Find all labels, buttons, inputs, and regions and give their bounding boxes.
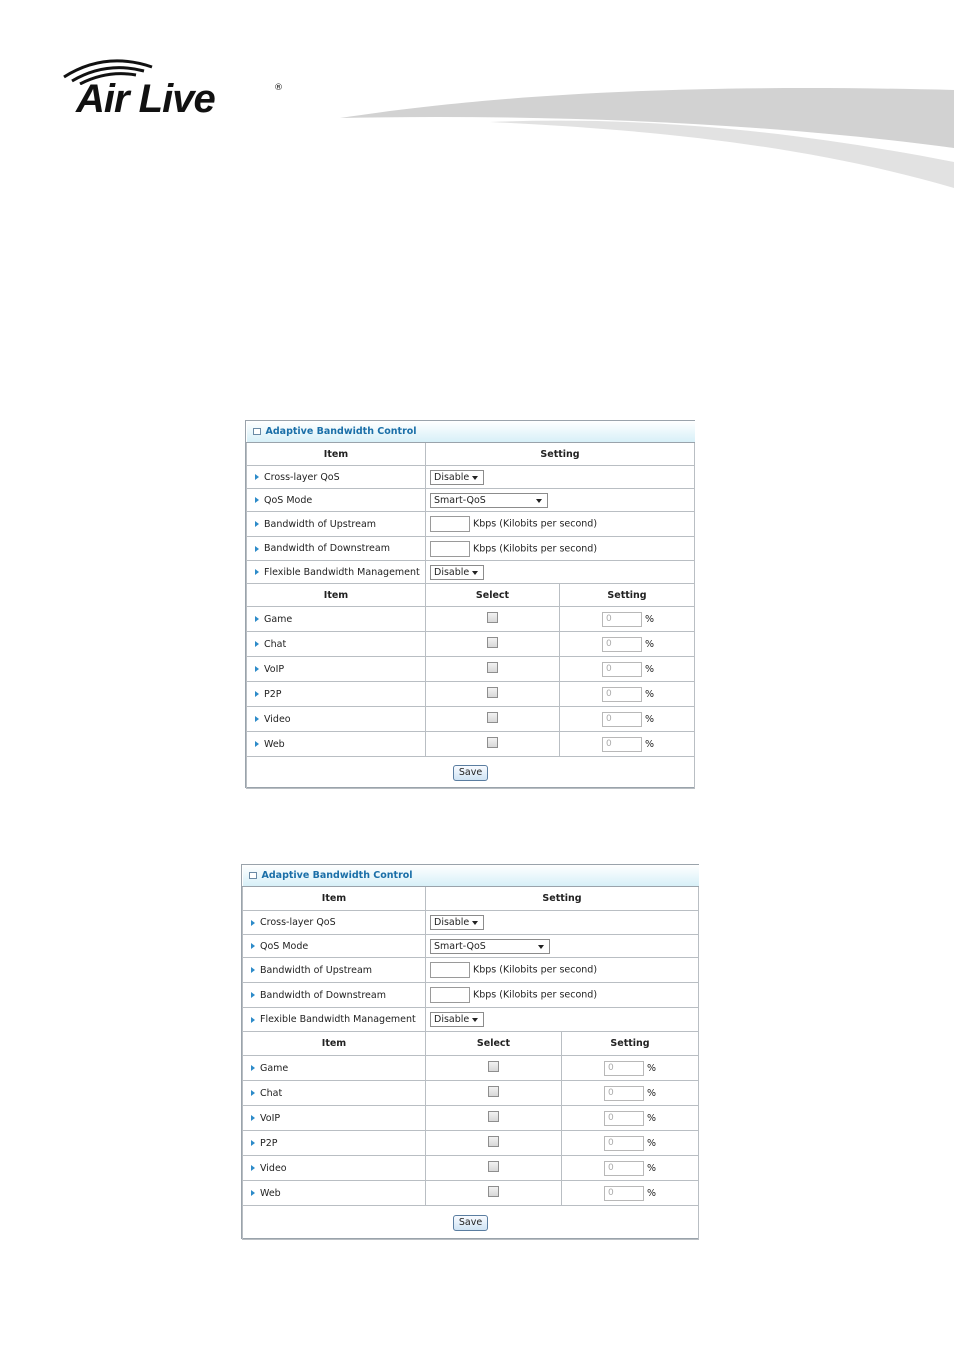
bullet-arrow-icon (251, 1065, 255, 1071)
app-label: VoIP (264, 663, 285, 675)
voip-checkbox[interactable] (488, 1111, 499, 1122)
save-button[interactable]: Save (453, 765, 488, 781)
p2p-percent-input[interactable]: 0 (602, 687, 642, 702)
save-button[interactable]: Save (453, 1215, 488, 1231)
app-row-video: Video 0 % (243, 1156, 699, 1181)
bullet-arrow-icon (255, 497, 259, 503)
bullet-arrow-icon (251, 1017, 255, 1023)
p2p-checkbox[interactable] (488, 1136, 499, 1147)
qos-mode-label: QoS Mode (243, 935, 426, 958)
downstream-input[interactable] (430, 541, 470, 557)
header-setting: Setting (426, 443, 695, 466)
chevron-down-icon (538, 945, 544, 949)
app-label: P2P (264, 688, 282, 700)
video-percent-input[interactable]: 0 (604, 1161, 644, 1176)
qos-mode-label: QoS Mode (247, 489, 426, 512)
downstream-label: Bandwidth of Downstream (243, 983, 426, 1008)
bullet-arrow-icon (255, 716, 259, 722)
header-item: Item (247, 443, 426, 466)
video-checkbox[interactable] (488, 1161, 499, 1172)
chevron-down-icon (472, 571, 478, 575)
web-checkbox[interactable] (487, 737, 498, 748)
upstream-label: Bandwidth of Upstream (247, 512, 426, 537)
upstream-input[interactable] (430, 516, 470, 532)
app-row-chat: Chat 0 % (247, 632, 695, 657)
app-row-web: Web 0 % (243, 1181, 699, 1206)
header-swoosh (340, 70, 954, 200)
panel-title: Adaptive Bandwidth Control (243, 865, 699, 887)
cross-layer-qos-label: Cross-layer QoS (243, 911, 426, 935)
chat-checkbox[interactable] (488, 1086, 499, 1097)
bullet-arrow-icon (251, 967, 255, 973)
web-checkbox[interactable] (488, 1186, 499, 1197)
bullet-arrow-icon (255, 546, 259, 552)
subheader-item: Item (247, 584, 426, 607)
chevron-down-icon (536, 499, 542, 503)
bullet-arrow-icon (255, 521, 259, 527)
qos-mode-select[interactable]: Smart-QoS (430, 939, 550, 954)
subheader-select: Select (426, 584, 560, 607)
app-row-voip: VoIP 0 % (243, 1106, 699, 1131)
cross-layer-qos-select[interactable]: Disable (430, 470, 484, 485)
subheader-select: Select (426, 1032, 562, 1056)
bullet-arrow-icon (255, 641, 259, 647)
app-row-video: Video 0 % (247, 707, 695, 732)
panel-title-icon (249, 872, 257, 879)
voip-percent-input[interactable]: 0 (602, 662, 642, 677)
chat-checkbox[interactable] (487, 637, 498, 648)
cross-layer-qos-label: Cross-layer QoS (247, 466, 426, 489)
app-row-game: Game 0 % (247, 607, 695, 632)
airlive-logo (60, 55, 290, 125)
bullet-arrow-icon (251, 943, 255, 949)
upstream-unit: Kbps (Kilobits per second) (473, 964, 598, 976)
app-row-chat: Chat 0 % (243, 1081, 699, 1106)
bullet-arrow-icon (251, 1140, 255, 1146)
subheader-setting: Setting (562, 1032, 699, 1056)
app-label: Chat (264, 638, 287, 650)
header-setting: Setting (426, 887, 699, 911)
bullet-arrow-icon (251, 992, 255, 998)
web-percent-input[interactable]: 0 (604, 1186, 644, 1201)
bullet-arrow-icon (255, 666, 259, 672)
flexible-bandwidth-select[interactable]: Disable (430, 565, 484, 580)
bullet-arrow-icon (255, 569, 259, 575)
bullet-arrow-icon (251, 1165, 255, 1171)
subheader-setting: Setting (560, 584, 695, 607)
game-percent-input[interactable]: 0 (604, 1061, 644, 1076)
app-label: P2P (260, 1137, 278, 1149)
bullet-arrow-icon (255, 616, 259, 622)
app-label: Game (260, 1062, 289, 1074)
downstream-unit: Kbps (Kilobits per second) (473, 543, 598, 554)
flexible-bandwidth-select[interactable]: Disable (430, 1012, 484, 1027)
video-percent-input[interactable]: 0 (602, 712, 642, 727)
game-checkbox[interactable] (487, 612, 498, 623)
chat-percent-input[interactable]: 0 (602, 637, 642, 652)
qos-mode-select[interactable]: Smart-QoS (430, 493, 548, 508)
bullet-arrow-icon (251, 1115, 255, 1121)
downstream-input[interactable] (430, 987, 470, 1003)
upstream-label: Bandwidth of Upstream (243, 958, 426, 983)
registered-mark: ® (274, 83, 283, 93)
app-label: Chat (260, 1087, 283, 1099)
adaptive-bandwidth-panel-1 (245, 420, 695, 788)
app-label: Video (260, 1162, 287, 1174)
chat-percent-input[interactable]: 0 (604, 1086, 644, 1101)
app-row-p2p: P2P 0 % (243, 1131, 699, 1156)
bullet-arrow-icon (251, 1090, 255, 1096)
subheader-item: Item (243, 1032, 426, 1056)
chevron-down-icon (472, 1018, 478, 1022)
bullet-arrow-icon (255, 474, 259, 480)
app-row-p2p: P2P 0 % (247, 682, 695, 707)
header-item: Item (243, 887, 426, 911)
game-percent-input[interactable]: 0 (602, 612, 642, 627)
brand-name: Air Live (76, 77, 215, 121)
app-label: Game (264, 613, 293, 625)
flexible-bandwidth-label: Flexible Bandwidth Management (243, 1008, 426, 1032)
panel-title: Adaptive Bandwidth Control (247, 421, 695, 443)
app-label: Web (264, 738, 285, 750)
cross-layer-qos-select[interactable]: Disable (430, 915, 484, 930)
app-label: Web (260, 1187, 281, 1199)
video-checkbox[interactable] (487, 712, 498, 723)
upstream-unit: Kbps (Kilobits per second) (473, 518, 598, 530)
chevron-down-icon (472, 476, 478, 480)
adaptive-bandwidth-panel-2 (241, 864, 699, 1239)
bullet-arrow-icon (255, 691, 259, 697)
app-row-web: Web 0 % (247, 732, 695, 757)
game-checkbox[interactable] (488, 1061, 499, 1072)
p2p-percent-input[interactable]: 0 (604, 1136, 644, 1151)
downstream-unit: Kbps (Kilobits per second) (473, 989, 598, 1001)
chevron-down-icon (472, 921, 478, 925)
app-row-game: Game 0 % (243, 1056, 699, 1081)
panel-title-icon (253, 428, 261, 435)
bullet-arrow-icon (251, 1190, 255, 1196)
web-percent-input[interactable]: 0 (602, 737, 642, 752)
voip-checkbox[interactable] (487, 662, 498, 673)
app-label: Video (264, 713, 291, 725)
app-row-voip: VoIP 0 % (247, 657, 695, 682)
p2p-checkbox[interactable] (487, 687, 498, 698)
voip-percent-input[interactable]: 0 (604, 1111, 644, 1126)
bullet-arrow-icon (255, 741, 259, 747)
downstream-label: Bandwidth of Downstream (247, 537, 426, 561)
upstream-input[interactable] (430, 962, 470, 978)
bullet-arrow-icon (251, 920, 255, 926)
flexible-bandwidth-label: Flexible Bandwidth Management (247, 561, 426, 584)
app-label: VoIP (260, 1112, 281, 1124)
